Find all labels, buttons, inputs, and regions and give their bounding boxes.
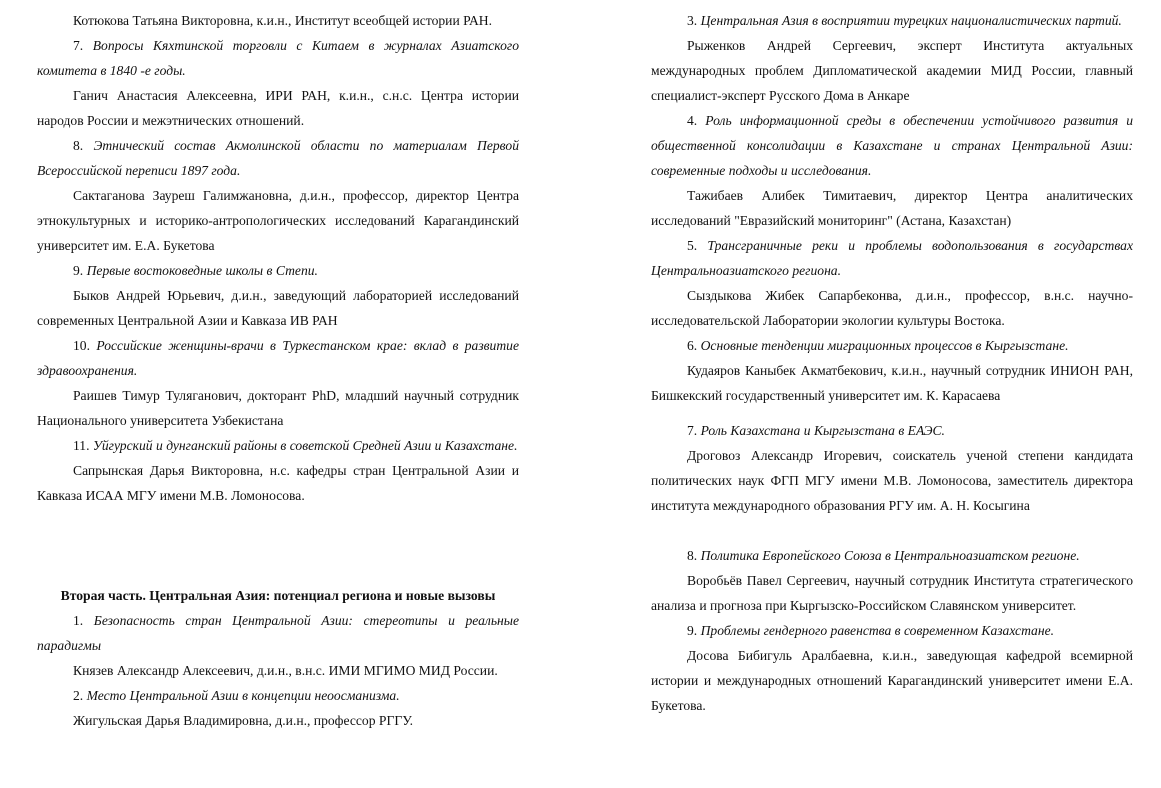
talk-number: 6. bbox=[687, 338, 701, 353]
talk-title-text: Российские женщины-врачи в Туркестанском крае: вклад в развитие здравоохранения. bbox=[37, 338, 519, 378]
talk-number: 1. bbox=[73, 613, 94, 628]
talk-title-text: Проблемы гендерного равенства в современном Казахстане. bbox=[700, 623, 1055, 638]
speaker-line: Быков Андрей Юрьевич, д.и.н., заведующий лабораторией исследований современных Центральной Азии и Кавказа ИВ РАН bbox=[37, 288, 519, 328]
talk-title bbox=[651, 333, 1133, 358]
talk-title-text: Трансграничные реки и проблемы водопользования в государствах Центральноазиатского региона. bbox=[651, 238, 1134, 278]
speaker-line: Воробьёв Павел Сергеевич, научный сотрудник Института стратегического анализа и прогноза при Кыргызско-Российском Славянском университет. bbox=[651, 573, 1133, 613]
speaker-line: Сапрынская Дарья Викторовна, н.с. кафедры стран Центральной Азии и Кавказа ИСАА МГУ имени М.В. Ломоносова. bbox=[37, 463, 519, 503]
talk-number: 9. bbox=[687, 623, 701, 638]
talk-title bbox=[37, 683, 519, 708]
speaker-line: Котюкова Татьяна Викторовна, к.и.н., Институт всеобщей истории РАН. bbox=[73, 13, 492, 28]
talk-title-text: Роль информационной среды в обеспечении устойчивого развития и общественной консолидации в Казахстане и странах Центральной Азии: современные подходы и исследования. bbox=[651, 113, 1134, 178]
talk-title bbox=[37, 258, 519, 283]
talk-title bbox=[651, 8, 1133, 33]
talk-title-text: Первые востоковедные школы в Степи. bbox=[86, 263, 318, 278]
section-heading: Вторая часть. Центральная Азия: потенциал региона и новые вызовы bbox=[60, 588, 496, 603]
speaker-line: Дроговоз Александр Игоревич, соискатель ученой степени кандидата политических наук ФГП МГУ имени М.В. Ломоносова, заместитель директора института международного образования РГУ им. А. Н. Косыгина bbox=[651, 448, 1133, 513]
talk-title bbox=[651, 618, 1133, 643]
talk-title-text: Основные тенденции миграционных процессов в Кыргызстане. bbox=[700, 338, 1069, 353]
speaker-line: Досова Бибигуль Аралбаевна, к.и.н., заведующая кафедрой всемирной истории и международных отношений Карагандинский университет имени Е.А. Букетова. bbox=[651, 648, 1133, 713]
speaker-line: Сактаганова Зауреш Галимжановна, д.и.н., профессор, директор Центра этнокультурных и историко-антропологических исследований Карагандинский университет им. Е.А. Букетова bbox=[37, 188, 519, 253]
talk-number: 5. bbox=[687, 238, 708, 253]
speaker-line: Князев Александр Алексеевич, д.и.н., в.н.с. ИМИ МГИМО МИД России. bbox=[73, 663, 498, 678]
talk-title bbox=[651, 108, 1133, 183]
spacer bbox=[37, 558, 519, 583]
talk-title bbox=[37, 33, 519, 83]
talk-number: 2. bbox=[73, 688, 87, 703]
spacer bbox=[37, 508, 519, 533]
talk-title-text: Безопасность стран Центральной Азии: стереотипы и реальные парадигмы bbox=[37, 613, 520, 653]
talk-title-text: Место Центральной Азии в концепции неоосманизма. bbox=[86, 688, 400, 703]
talk-title bbox=[651, 543, 1133, 568]
talk-number: 7. bbox=[73, 38, 93, 53]
speaker-line: Рыженков Андрей Сергеевич, эксперт Института актуальных международных проблем Дипломатической академии МИД России, главный специалист-эксперт Русского Дома в Анкаре bbox=[651, 38, 1133, 103]
talk-title bbox=[37, 333, 519, 383]
speaker-line: Ганич Анастасия Алексеевна, ИРИ РАН, к.и.н., с.н.с. Центра истории народов России и межэтнических отношений. bbox=[37, 88, 519, 128]
speaker-line: Раишев Тимур Туляганович, докторант PhD, младший научный сотрудник Национального университета Узбекистана bbox=[37, 388, 519, 428]
talk-title-text: Роль Казахстана и Кыргызстана в ЕАЭС. bbox=[700, 423, 945, 438]
talk-number: 8. bbox=[73, 138, 94, 153]
talk-title bbox=[37, 608, 519, 658]
talk-number: 4. bbox=[687, 113, 706, 128]
talk-title bbox=[651, 233, 1133, 283]
talk-title-text: Центральная Азия в восприятии турецких националистических партий. bbox=[700, 13, 1122, 28]
talk-number: 10. bbox=[73, 338, 97, 353]
speaker-line: Жигульская Дарья Владимировна, д.и.н., профессор РГГУ. bbox=[73, 713, 414, 728]
talk-number: 11. bbox=[73, 438, 93, 453]
speaker-line: Кудаяров Каныбек Акматбекович, к.и.н., научный сотрудник ИНИОН РАН, Бишкекский государственный университет им. К. Карасаева bbox=[651, 363, 1133, 403]
talk-title-text: Вопросы Кяхтинской торговли с Китаем в журналах Азиатского комитета в 1840 -е годы. bbox=[37, 38, 519, 78]
speaker-line: Сыздыкова Жибек Сапарбеконва, д.и.н., профессор, в.н.с. научно-исследовательской Лаборатории экологии культуры Востока. bbox=[651, 288, 1133, 328]
talk-title-text: Политика Европейского Союза в Центральноазиатском регионе. bbox=[700, 548, 1080, 563]
talk-number: 9. bbox=[73, 263, 87, 278]
talk-title-text: Этнический состав Акмолинской области по материалам Первой Всероссийской переписи 1897 года. bbox=[37, 138, 519, 178]
talk-title-text: Уйгурский и дунганский районы в советской Средней Азии и Казахстане. bbox=[92, 438, 518, 453]
spacer bbox=[37, 533, 519, 558]
talk-number: 3. bbox=[687, 13, 701, 28]
talk-title bbox=[37, 133, 519, 183]
speaker-line: Тажибаев Алибек Тимитаевич, директор Центра аналитических исследований "Евразийский мониторинг" (Астана, Казахстан) bbox=[651, 188, 1133, 228]
talk-number: 8. bbox=[687, 548, 701, 563]
spacer bbox=[651, 518, 1133, 543]
talk-title bbox=[37, 433, 519, 458]
talk-number: 7. bbox=[687, 423, 701, 438]
left-column bbox=[37, 8, 519, 733]
talk-title bbox=[651, 418, 1133, 443]
spacer bbox=[651, 408, 1133, 418]
right-column bbox=[651, 8, 1133, 718]
